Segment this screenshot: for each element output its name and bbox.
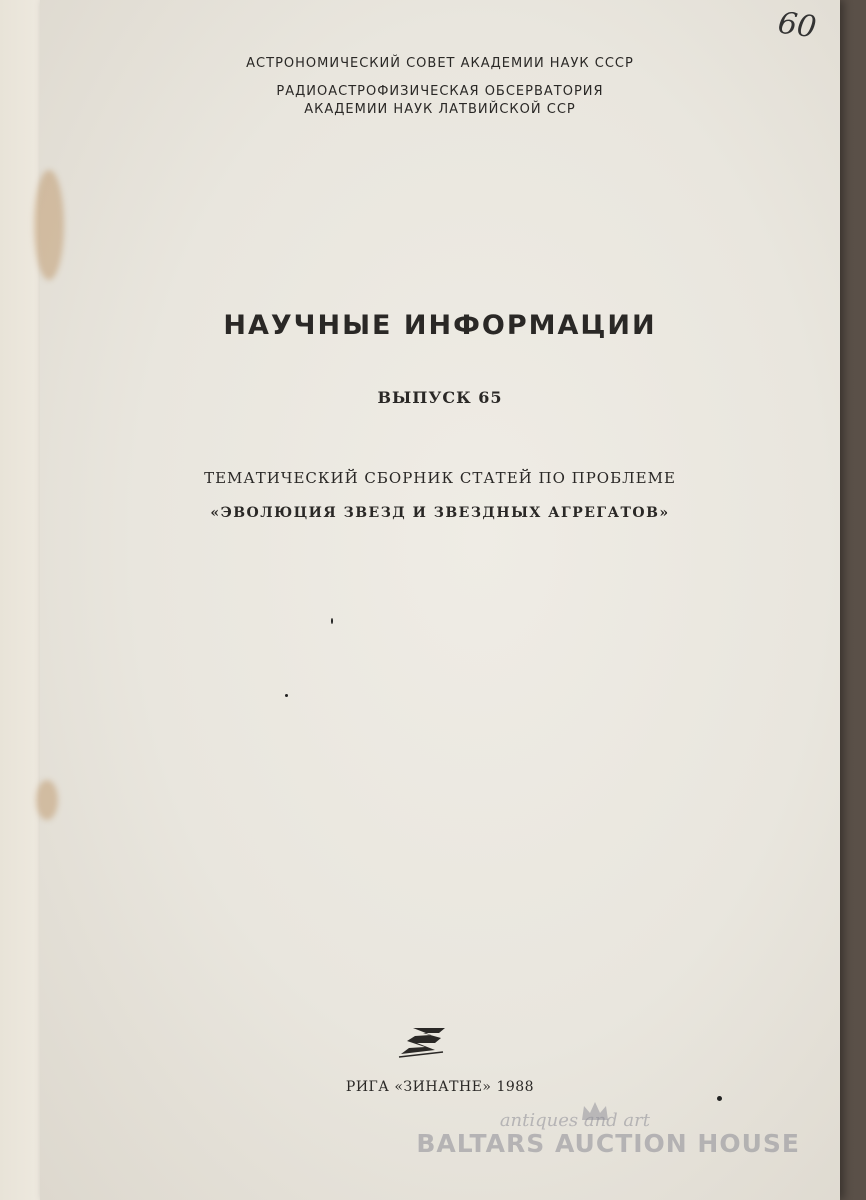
ink-speck	[717, 1096, 722, 1101]
rust-stain	[34, 170, 64, 280]
header-line-3: АКАДЕМИИ НАУК ЛАТВИЙСКОЙ ССР	[304, 102, 576, 117]
watermark	[340, 1110, 800, 1158]
subtitle-line-2: «ЭВОЛЮЦИЯ ЗВЕЗД И ЗВЕЗДНЫХ АГРЕГАТОВ»	[210, 505, 670, 521]
imprint: РИГА «ЗИНАТНЕ» 1988	[345, 1079, 535, 1095]
subtitle-line-1: ТЕМАТИЧЕСКИЙ СБОРНИК СТАТЕЙ ПО ПРОБЛЕМЕ	[204, 469, 676, 487]
header-line-2: РАДИОАСТРОФИЗИЧЕСКАЯ ОБСЕРВАТОРИЯ	[276, 84, 604, 99]
page-title: НАУЧНЫЕ ИНФОРМАЦИИ	[223, 310, 657, 341]
watermark-brand: BALTARS AUCTION HOUSE	[416, 1129, 800, 1158]
ink-speck	[285, 694, 288, 697]
ink-speck	[331, 618, 333, 624]
handwritten-number: 60	[775, 5, 819, 46]
title-page	[40, 0, 840, 1200]
watermark-tagline: antiques and art	[499, 1110, 650, 1131]
issue-number: ВЫПУСК 65	[377, 388, 503, 407]
publisher-logo-icon	[395, 1024, 451, 1060]
header-line-1: АСТРОНОМИЧЕСКИЙ СОВЕТ АКАДЕМИИ НАУК СССР	[246, 56, 634, 71]
rust-stain	[36, 780, 58, 820]
